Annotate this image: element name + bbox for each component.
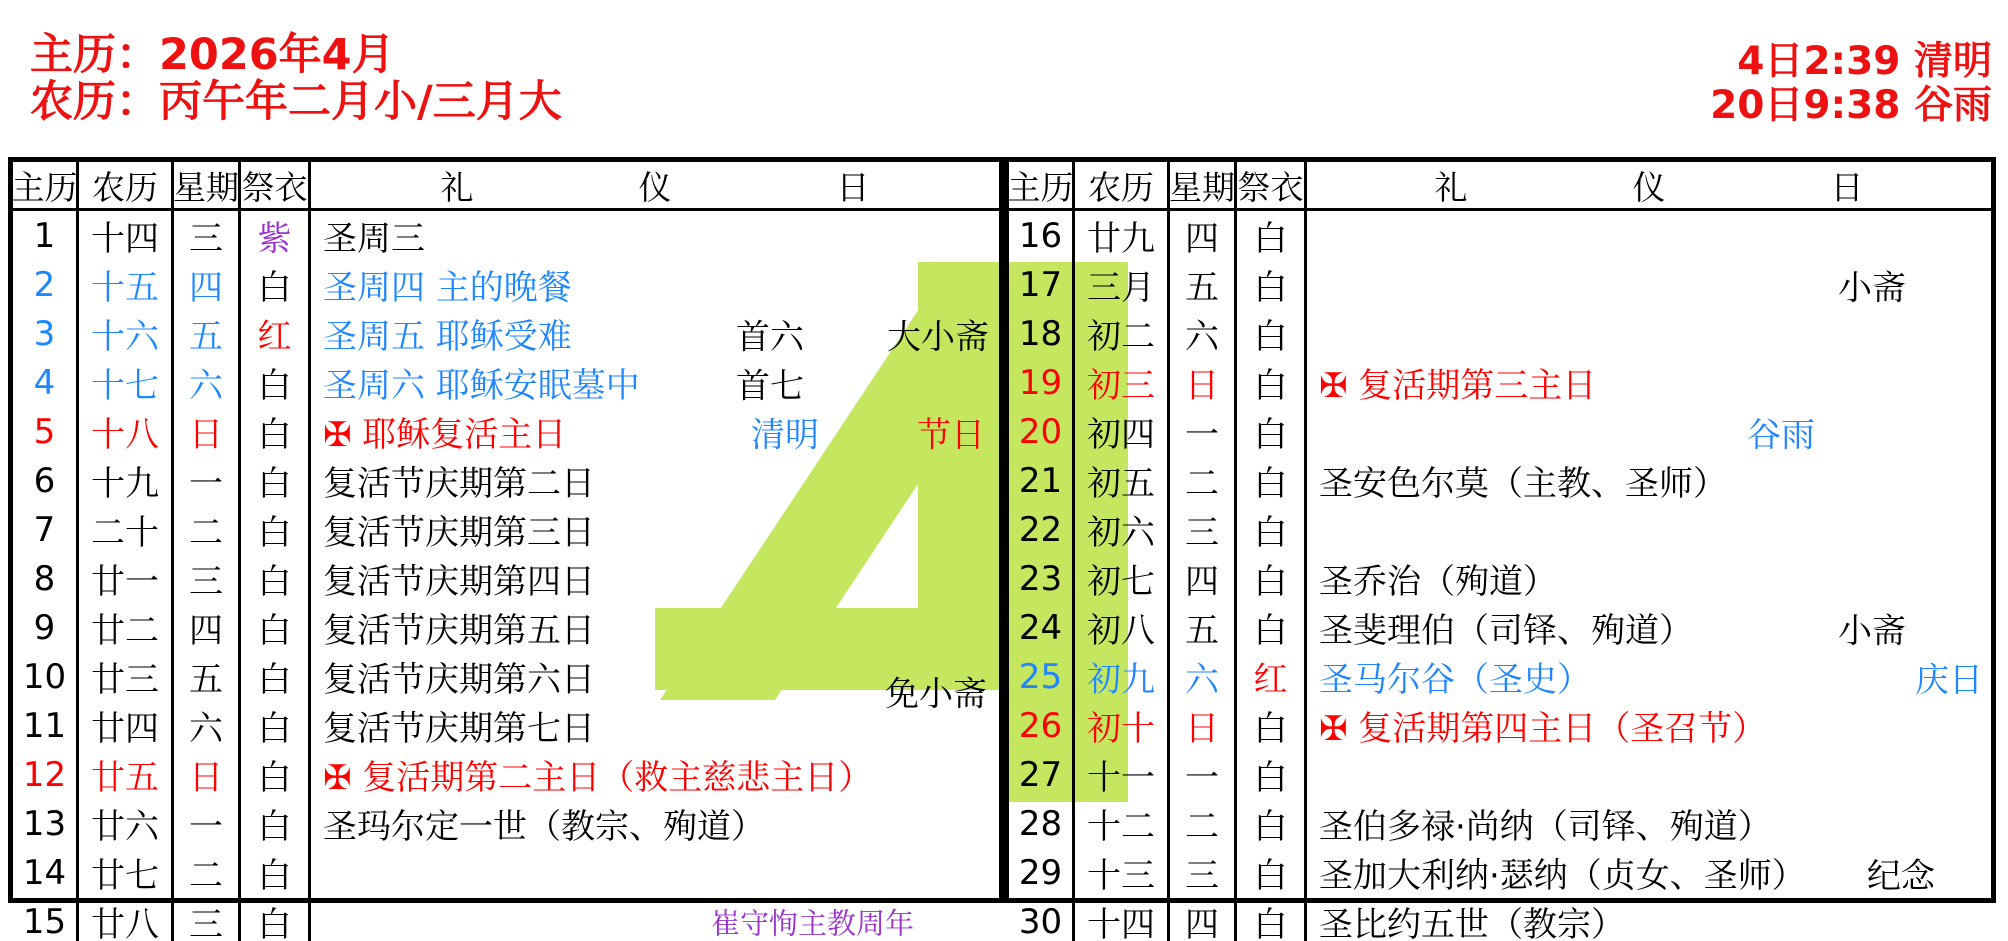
weekday-cell: 二 — [1170, 799, 1237, 848]
lunar-day-cell: 廿七 — [79, 848, 174, 897]
lunar-day-cell: 初九 — [1075, 652, 1170, 701]
solar-day-cell: 22 — [1009, 505, 1075, 554]
day-row — [13, 897, 999, 941]
column-header-weekday: 星期 — [1170, 162, 1237, 208]
lunar-day-cell: 十二 — [1075, 799, 1170, 848]
lunar-day-cell: 十六 — [79, 309, 174, 358]
liturgy-cell — [311, 456, 999, 505]
vestment-cell: 白 — [1237, 897, 1307, 941]
day-row — [13, 260, 999, 309]
solar-day-cell: 10 — [13, 652, 79, 701]
liturgy-cell — [1307, 505, 1991, 554]
liturgy-text: 复活节庆期第二日 — [323, 464, 595, 504]
liturgy-header-char: 日 — [1830, 167, 1864, 207]
weekday-cell: 二 — [174, 848, 241, 897]
solar-day-cell: 26 — [1009, 701, 1075, 750]
liturgy-annotation: 清明 — [751, 415, 819, 455]
liturgy-text: 圣马尔谷（圣史） — [1319, 660, 1591, 700]
vestment-cell: 白 — [1237, 799, 1307, 848]
liturgy-cell — [1307, 211, 1991, 260]
vestment-cell: 白 — [1237, 505, 1307, 554]
day-row — [13, 799, 999, 848]
lunar-day-cell: 十八 — [79, 407, 174, 456]
lunar-day-cell: 初七 — [1075, 554, 1170, 603]
solar-day-cell: 6 — [13, 456, 79, 505]
vestment-cell: 白 — [1237, 848, 1307, 897]
lunar-day-cell: 廿六 — [79, 799, 174, 848]
vestment-cell: 白 — [1237, 750, 1307, 799]
liturgy-cell — [1307, 848, 1991, 897]
weekday-cell: 二 — [174, 505, 241, 554]
lunar-day-cell: 廿四 — [79, 701, 174, 750]
liturgy-cell — [1307, 603, 1991, 652]
liturgy-header-char: 仪 — [638, 167, 672, 207]
weekday-cell: 三 — [1170, 505, 1237, 554]
liturgy-cell — [311, 799, 999, 848]
liturgy-text: 圣比约五世（教宗） — [1319, 905, 1625, 941]
vestment-cell: 白 — [1237, 309, 1307, 358]
solar-day-cell: 23 — [1009, 554, 1075, 603]
lunar-day-cell: 初十 — [1075, 701, 1170, 750]
weekday-cell: 六 — [174, 701, 241, 750]
liturgy-cell — [1307, 260, 1991, 309]
day-row — [13, 456, 999, 505]
liturgy-cell — [311, 407, 999, 456]
vestment-cell: 白 — [1237, 701, 1307, 750]
solar-day-cell: 28 — [1009, 799, 1075, 848]
day-row — [1009, 211, 1991, 260]
lunar-day-cell: 廿五 — [79, 750, 174, 799]
lunar-day-cell: 十七 — [79, 358, 174, 407]
vestment-cell: 白 — [241, 260, 311, 309]
solar-day-cell: 1 — [13, 211, 79, 260]
liturgy-cell — [1307, 750, 1991, 799]
liturgy-text: ✠ 复活期第四主日（圣召节） — [1319, 709, 1767, 749]
solar-day-cell: 12 — [13, 750, 79, 799]
solar-day-cell: 8 — [13, 554, 79, 603]
solar-day-cell: 11 — [13, 701, 79, 750]
solar-day-cell: 21 — [1009, 456, 1075, 505]
day-row — [1009, 701, 1991, 750]
column-header-vestment: 祭衣 — [241, 162, 311, 208]
lunar-day-cell: 初四 — [1075, 407, 1170, 456]
liturgy-cell — [311, 260, 999, 309]
vestment-cell: 白 — [241, 897, 311, 941]
day-row — [1009, 358, 1991, 407]
day-row — [13, 358, 999, 407]
solar-term-guyu: 20日9:38 谷雨 — [1710, 83, 1992, 128]
day-row — [13, 407, 999, 456]
solar-day-cell: 30 — [1009, 897, 1075, 941]
weekday-cell: 五 — [1170, 603, 1237, 652]
vestment-cell: 白 — [241, 750, 311, 799]
liturgy-text: ✠ 复活期第三主日 — [1319, 366, 1597, 406]
vestment-cell: 白 — [1237, 407, 1307, 456]
day-row — [1009, 652, 1991, 701]
liturgy-cell — [1307, 897, 1991, 941]
table-body-second-half — [1009, 211, 1991, 941]
vestment-cell: 紫 — [241, 211, 311, 260]
day-row — [1009, 603, 1991, 652]
weekday-cell: 日 — [174, 407, 241, 456]
weekday-cell: 五 — [174, 309, 241, 358]
liturgy-cell — [1307, 407, 1991, 456]
solar-day-cell: 14 — [13, 848, 79, 897]
day-row — [13, 848, 999, 897]
liturgy-header-char: 礼 — [440, 167, 474, 207]
vestment-cell: 白 — [241, 456, 311, 505]
vestment-cell: 白 — [241, 799, 311, 848]
lunar-day-cell: 初二 — [1075, 309, 1170, 358]
liturgy-cell — [1307, 309, 1991, 358]
day-row — [13, 701, 999, 750]
lunar-day-cell: 初五 — [1075, 456, 1170, 505]
table-header-row — [13, 162, 999, 211]
solar-calendar-title: 主历：2026年4月 — [30, 30, 395, 80]
vestment-cell: 白 — [1237, 603, 1307, 652]
column-header-liturgy — [311, 162, 999, 208]
liturgy-header-char: 仪 — [1632, 167, 1666, 207]
day-row — [1009, 897, 1991, 941]
weekday-cell: 一 — [1170, 407, 1237, 456]
liturgy-annotation: 小斋 — [1838, 611, 1906, 651]
vestment-cell: 白 — [241, 848, 311, 897]
liturgy-text: 圣斐理伯（司铎、殉道） — [1319, 611, 1693, 651]
vestment-cell: 白 — [241, 603, 311, 652]
solar-day-cell: 4 — [13, 358, 79, 407]
liturgy-annotation: 纪念 — [1867, 856, 1935, 896]
solar-day-cell: 25 — [1009, 652, 1075, 701]
lunar-calendar-title: 农历：丙午年二月小/三月大 — [30, 77, 562, 127]
vestment-cell: 白 — [241, 554, 311, 603]
liturgy-text: 圣伯多禄·尚纳（司铎、殉道） — [1319, 807, 1772, 847]
liturgy-annotation: 首七 — [736, 366, 804, 406]
weekday-cell: 四 — [174, 603, 241, 652]
weekday-cell: 一 — [174, 799, 241, 848]
weekday-cell: 四 — [174, 260, 241, 309]
lunar-day-cell: 三月 — [1075, 260, 1170, 309]
liturgy-text: 复活节庆期第六日 — [323, 660, 595, 700]
liturgy-text: 复活节庆期第三日 — [323, 513, 595, 553]
column-header-weekday: 星期 — [174, 162, 241, 208]
vestment-cell: 白 — [241, 407, 311, 456]
column-header-lunar-day: 农历 — [1075, 162, 1170, 208]
liturgy-cell — [1307, 358, 1991, 407]
vestment-cell: 白 — [1237, 456, 1307, 505]
liturgy-text: 复活节庆期第四日 — [323, 562, 595, 602]
liturgy-text: 圣加大利纳·瑟纳（贞女、圣师） — [1319, 856, 1806, 896]
weekday-cell: 五 — [1170, 260, 1237, 309]
calendar-table-first-half — [8, 157, 1004, 941]
day-row — [1009, 505, 1991, 554]
lunar-day-cell: 十四 — [79, 211, 174, 260]
liturgy-header-char: 日 — [836, 167, 870, 207]
vestment-cell: 红 — [1237, 652, 1307, 701]
day-row — [13, 750, 999, 799]
lunar-day-cell: 十五 — [79, 260, 174, 309]
liturgy-cell — [1307, 652, 1991, 701]
lunar-day-cell: 十三 — [1075, 848, 1170, 897]
column-header-solar-day: 主历 — [13, 162, 79, 208]
solar-term-qingming: 4日2:39 清明 — [1737, 39, 1992, 84]
weekday-cell: 一 — [174, 456, 241, 505]
liturgy-header-char: 礼 — [1434, 167, 1468, 207]
solar-day-cell: 17 — [1009, 260, 1075, 309]
liturgy-cell — [1307, 701, 1991, 750]
vestment-cell: 白 — [241, 652, 311, 701]
liturgy-cell — [311, 505, 999, 554]
solar-day-cell: 2 — [13, 260, 79, 309]
vestment-cell: 白 — [1237, 554, 1307, 603]
liturgy-text: 圣安色尔莫（主教、圣师） — [1319, 464, 1727, 504]
solar-day-cell: 19 — [1009, 358, 1075, 407]
day-row — [13, 309, 999, 358]
solar-day-cell: 20 — [1009, 407, 1075, 456]
solar-day-cell: 24 — [1009, 603, 1075, 652]
solar-day-cell: 29 — [1009, 848, 1075, 897]
weekday-cell: 六 — [174, 358, 241, 407]
solar-day-cell: 13 — [13, 799, 79, 848]
vestment-cell: 白 — [241, 358, 311, 407]
liturgy-cell — [1307, 799, 1991, 848]
liturgy-cell — [311, 652, 999, 714]
liturgy-text: 圣周六 耶稣安眠墓中 — [323, 366, 640, 406]
lunar-day-cell: 初三 — [1075, 358, 1170, 407]
liturgy-annotation: 小斋 — [1838, 268, 1906, 308]
liturgy-annotation: 庆日 — [1915, 660, 1983, 700]
day-row — [1009, 407, 1991, 456]
solar-day-cell: 9 — [13, 603, 79, 652]
liturgy-cell — [311, 848, 999, 897]
weekday-cell: 六 — [1170, 309, 1237, 358]
weekday-cell: 一 — [1170, 750, 1237, 799]
weekday-cell: 三 — [174, 211, 241, 260]
table-header-row — [1009, 162, 1991, 211]
liturgy-cell — [311, 897, 999, 941]
day-row — [1009, 554, 1991, 603]
liturgy-text: 圣周三 — [323, 219, 425, 259]
vestment-cell: 红 — [241, 309, 311, 358]
liturgy-text: 圣周四 主的晚餐 — [323, 268, 572, 308]
solar-day-cell: 5 — [13, 407, 79, 456]
solar-day-cell: 3 — [13, 309, 79, 358]
weekday-cell: 日 — [1170, 358, 1237, 407]
lunar-day-cell: 十四 — [1075, 897, 1170, 941]
liturgy-text: 复活节庆期第七日 — [323, 709, 595, 749]
lunar-day-cell: 二十 — [79, 505, 174, 554]
liturgy-cell — [311, 750, 999, 799]
column-header-liturgy — [1307, 162, 1991, 208]
liturgy-annotation: 节日 — [917, 415, 985, 455]
lunar-day-cell: 廿二 — [79, 603, 174, 652]
lunar-day-cell: 初六 — [1075, 505, 1170, 554]
liturgy-text: 圣玛尔定一世（教宗、殉道） — [323, 807, 765, 847]
liturgy-cell — [1307, 456, 1991, 505]
day-row — [1009, 309, 1991, 358]
liturgy-cell — [311, 309, 999, 358]
vestment-cell: 白 — [1237, 211, 1307, 260]
lunar-day-cell: 十九 — [79, 456, 174, 505]
solar-day-cell: 27 — [1009, 750, 1075, 799]
vestment-cell: 白 — [1237, 358, 1307, 407]
solar-day-cell: 15 — [13, 897, 79, 941]
vestment-cell: 白 — [241, 701, 311, 750]
liturgy-text: 圣乔治（殉道） — [1319, 562, 1557, 602]
calendar-table-second-half — [1004, 157, 1996, 941]
lunar-day-cell: 廿一 — [79, 554, 174, 603]
weekday-cell: 四 — [1170, 897, 1237, 941]
vestment-cell: 白 — [1237, 260, 1307, 309]
weekday-cell: 四 — [1170, 211, 1237, 260]
day-row — [13, 603, 999, 652]
day-row — [13, 554, 999, 603]
liturgy-cell — [311, 603, 999, 652]
liturgy-annotation: 首六 — [736, 317, 804, 357]
liturgy-annotation: 谷雨 — [1747, 415, 1815, 455]
day-row — [1009, 799, 1991, 848]
lunar-day-cell: 廿九 — [1075, 211, 1170, 260]
liturgy-text: 复活节庆期第五日 — [323, 611, 595, 651]
vestment-cell: 白 — [241, 505, 311, 554]
weekday-cell: 日 — [1170, 701, 1237, 750]
column-header-solar-day: 主历 — [1009, 162, 1075, 208]
weekday-cell: 五 — [174, 652, 241, 701]
lunar-day-cell: 廿三 — [79, 652, 174, 701]
liturgy-text: ✠ 耶稣复活主日 — [323, 415, 567, 455]
table-body-first-half — [13, 211, 999, 941]
day-row — [13, 211, 999, 260]
solar-day-cell: 7 — [13, 505, 79, 554]
day-row — [1009, 750, 1991, 799]
liturgy-text: 圣周五 耶稣受难 — [323, 317, 572, 357]
column-header-vestment: 祭衣 — [1237, 162, 1307, 208]
liturgy-cell — [311, 211, 999, 260]
weekday-cell: 六 — [1170, 652, 1237, 701]
liturgy-cell — [311, 554, 999, 603]
day-row — [1009, 260, 1991, 309]
liturgy-cell — [1307, 554, 1991, 603]
weekday-cell: 日 — [174, 750, 241, 799]
liturgy-text: ✠ 复活期第二主日（救主慈悲主日） — [323, 758, 873, 798]
column-header-lunar-day: 农历 — [79, 162, 174, 208]
lunar-day-cell: 初八 — [1075, 603, 1170, 652]
liturgy-annotation: 大小斋 — [887, 317, 989, 357]
liturgy-annotation: 崔守恂主教周年 — [711, 906, 915, 940]
weekday-cell: 二 — [1170, 456, 1237, 505]
weekday-cell: 四 — [1170, 554, 1237, 603]
weekday-cell: 三 — [1170, 848, 1237, 897]
liturgy-annotation: 免小斋 — [885, 674, 987, 714]
lunar-day-cell: 十一 — [1075, 750, 1170, 799]
weekday-cell: 三 — [174, 554, 241, 603]
solar-day-cell: 16 — [1009, 211, 1075, 260]
weekday-cell: 三 — [174, 897, 241, 941]
lunar-day-cell: 廿八 — [79, 897, 174, 941]
solar-day-cell: 18 — [1009, 309, 1075, 358]
day-row — [1009, 848, 1991, 897]
liturgy-cell — [311, 358, 999, 407]
day-row — [13, 652, 999, 714]
day-row — [13, 505, 999, 554]
day-row — [1009, 456, 1991, 505]
